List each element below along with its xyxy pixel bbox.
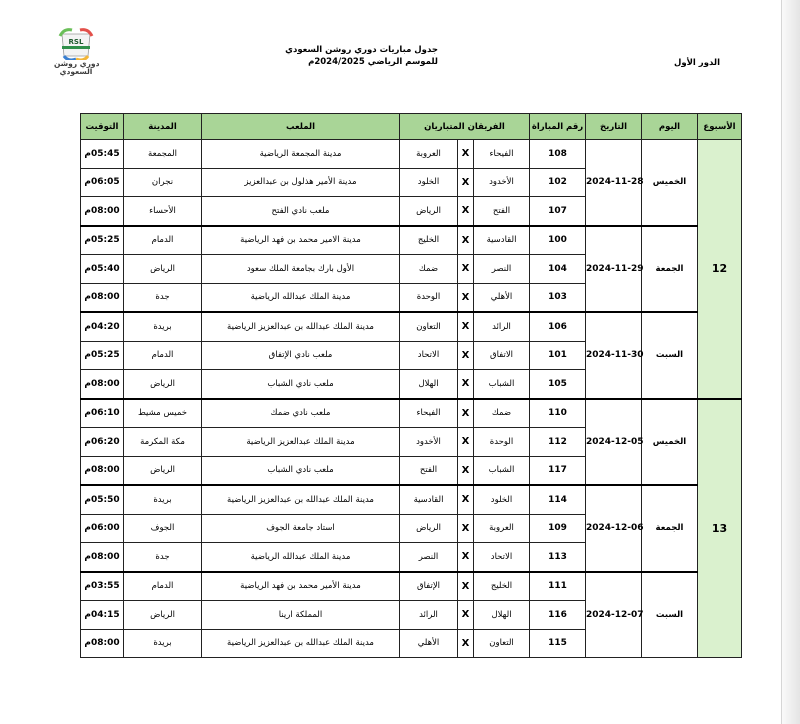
versus-mark: X	[458, 629, 474, 658]
match-row	[81, 140, 742, 169]
column-header-stadium: الملعب	[202, 114, 400, 140]
home-team: النصر	[474, 255, 530, 284]
versus-mark: X	[458, 572, 474, 601]
city-name: بريدة	[124, 485, 202, 514]
kickoff-time: 06:20م	[81, 428, 124, 457]
city-name: الدمام	[124, 341, 202, 370]
versus-mark: X	[458, 255, 474, 284]
league-logo-line1: دوري روشن	[54, 59, 100, 68]
away-team: الرائد	[400, 601, 458, 630]
stadium-name: مدينة الامير محمد بن فهد الرياضية	[202, 226, 400, 255]
column-header-city: المدينة	[124, 114, 202, 140]
match-number: 109	[530, 514, 586, 543]
kickoff-time: 08:00م	[81, 629, 124, 658]
stadium-name: ملعب نادي الشباب	[202, 456, 400, 485]
schedule-body	[81, 140, 742, 658]
match-date: 2024-11-29	[586, 226, 642, 313]
kickoff-time: 08:00م	[81, 197, 124, 226]
city-name: الدمام	[124, 572, 202, 601]
away-team: الأخدود	[400, 428, 458, 457]
match-day: الجمعة	[642, 485, 698, 572]
city-name: المجمعة	[124, 140, 202, 169]
home-team: الهلال	[474, 601, 530, 630]
versus-mark: X	[458, 140, 474, 169]
home-team: الشباب	[474, 370, 530, 399]
match-date: 2024-11-28	[586, 140, 642, 226]
home-team: ضمك	[474, 399, 530, 428]
kickoff-time: 08:00م	[81, 543, 124, 572]
kickoff-time: 04:15م	[81, 601, 124, 630]
home-team: الأخدود	[474, 168, 530, 197]
home-team: الاتحاد	[474, 543, 530, 572]
stadium-name: ملعب نادي الفتح	[202, 197, 400, 226]
away-team: التعاون	[400, 312, 458, 341]
match-number: 110	[530, 399, 586, 428]
versus-mark: X	[458, 485, 474, 514]
stadium-name: مدينة الملك عبدالله الرياضية	[202, 283, 400, 312]
column-header-week: الأسبوع	[698, 114, 742, 140]
city-name: نجران	[124, 168, 202, 197]
match-number: 113	[530, 543, 586, 572]
match-day: السبت	[642, 312, 698, 399]
league-logo-badge	[54, 26, 98, 60]
match-number: 103	[530, 283, 586, 312]
match-number: 116	[530, 601, 586, 630]
versus-mark: X	[458, 312, 474, 341]
match-date: 2024-12-06	[586, 485, 642, 572]
kickoff-time: 05:25م	[81, 341, 124, 370]
kickoff-time: 05:25م	[81, 226, 124, 255]
match-number: 102	[530, 168, 586, 197]
versus-mark: X	[458, 456, 474, 485]
match-day: الجمعة	[642, 226, 698, 313]
match-number: 112	[530, 428, 586, 457]
stadium-name: مدينة الملك عبدالله بن عبدالعزيز الرياضية	[202, 485, 400, 514]
away-team: القادسية	[400, 485, 458, 514]
match-row	[81, 572, 742, 601]
city-name: الرياض	[124, 601, 202, 630]
stadium-name: مدينة الملك عبدالله بن عبدالعزيز الرياضية	[202, 312, 400, 341]
league-logo-badge-text: RSL	[68, 38, 84, 46]
match-number: 117	[530, 456, 586, 485]
column-header-match-number: رقم المباراة	[530, 114, 586, 140]
match-day: الخميس	[642, 399, 698, 486]
city-name: الرياض	[124, 370, 202, 399]
versus-mark: X	[458, 428, 474, 457]
kickoff-time: 06:10م	[81, 399, 124, 428]
round-label: الدور الأول	[673, 58, 720, 68]
kickoff-time: 05:40م	[81, 255, 124, 284]
city-name: بريدة	[124, 629, 202, 658]
away-team: الرياض	[400, 197, 458, 226]
city-name: الرياض	[124, 255, 202, 284]
away-team: الأهلي	[400, 629, 458, 658]
kickoff-time: 06:05م	[81, 168, 124, 197]
stadium-name: مدينة الأمير هذلول بن عبدالعزيز	[202, 168, 400, 197]
kickoff-time: 08:00م	[81, 283, 124, 312]
document-header	[285, 44, 438, 68]
home-team: الوحدة	[474, 428, 530, 457]
city-name: الأحساء	[124, 197, 202, 226]
city-name: الدمام	[124, 226, 202, 255]
home-team: الفتح	[474, 197, 530, 226]
kickoff-time: 04:20م	[81, 312, 124, 341]
home-team: الأهلي	[474, 283, 530, 312]
away-team: الوحدة	[400, 283, 458, 312]
versus-mark: X	[458, 514, 474, 543]
city-name: الرياض	[124, 456, 202, 485]
match-number: 108	[530, 140, 586, 169]
table-header-row	[81, 114, 742, 140]
away-team: الاتحاد	[400, 341, 458, 370]
match-number: 104	[530, 255, 586, 284]
match-date: 2024-12-05	[586, 399, 642, 486]
match-row	[81, 312, 742, 341]
versus-mark: X	[458, 226, 474, 255]
away-team: الخليج	[400, 226, 458, 255]
column-header-time: التوقيت	[81, 114, 124, 140]
home-team: القادسية	[474, 226, 530, 255]
week-number: 13	[698, 399, 742, 658]
match-day: السبت	[642, 572, 698, 658]
versus-mark: X	[458, 283, 474, 312]
window-right-edge	[781, 0, 800, 724]
versus-mark: X	[458, 197, 474, 226]
versus-mark: X	[458, 399, 474, 428]
kickoff-time: 05:45م	[81, 140, 124, 169]
match-number: 106	[530, 312, 586, 341]
versus-mark: X	[458, 168, 474, 197]
stadium-name: الأول بارك بجامعة الملك سعود	[202, 255, 400, 284]
stadium-name: ملعب نادي الشباب	[202, 370, 400, 399]
away-team: الإتفاق	[400, 572, 458, 601]
league-logo-text	[54, 60, 98, 76]
home-team: الاتفاق	[474, 341, 530, 370]
stadium-name: مدينة الأمير محمد بن فهد الرياضية	[202, 572, 400, 601]
stadium-name: مدينة الملك عبدالله الرياضية	[202, 543, 400, 572]
away-team: الهلال	[400, 370, 458, 399]
city-name: مكة المكرمة	[124, 428, 202, 457]
city-name: بريدة	[124, 312, 202, 341]
city-name: جدة	[124, 543, 202, 572]
stadium-name: ملعب نادي ضمك	[202, 399, 400, 428]
match-number: 115	[530, 629, 586, 658]
match-number: 111	[530, 572, 586, 601]
column-header-day: اليوم	[642, 114, 698, 140]
away-team: الرياض	[400, 514, 458, 543]
match-row	[81, 485, 742, 514]
away-team: الخلود	[400, 168, 458, 197]
league-logo-line2: السعودي	[59, 67, 93, 76]
home-team: العروبة	[474, 514, 530, 543]
stadium-name: المملكة ارينا	[202, 601, 400, 630]
schedule-table	[80, 113, 742, 658]
match-date: 2024-12-07	[586, 572, 642, 658]
home-team: الخلود	[474, 485, 530, 514]
kickoff-time: 08:00م	[81, 456, 124, 485]
match-number: 100	[530, 226, 586, 255]
document-title: جدول مباريات دوري روشن السعودي	[285, 45, 438, 55]
home-team: الفيحاء	[474, 140, 530, 169]
home-team: الشباب	[474, 456, 530, 485]
away-team: الفتح	[400, 456, 458, 485]
week-number: 12	[698, 140, 742, 399]
away-team: العروبة	[400, 140, 458, 169]
stadium-name: ملعب نادي الإتفاق	[202, 341, 400, 370]
match-number: 107	[530, 197, 586, 226]
city-name: جدة	[124, 283, 202, 312]
match-number: 101	[530, 341, 586, 370]
home-team: التعاون	[474, 629, 530, 658]
city-name: الجوف	[124, 514, 202, 543]
versus-mark: X	[458, 601, 474, 630]
match-row	[81, 399, 742, 428]
versus-mark: X	[458, 370, 474, 399]
home-team: الخليج	[474, 572, 530, 601]
match-number: 114	[530, 485, 586, 514]
match-row	[81, 226, 742, 255]
column-header-date: التاريخ	[586, 114, 642, 140]
stadium-name: مدينة المجمعة الرياضية	[202, 140, 400, 169]
kickoff-time: 06:00م	[81, 514, 124, 543]
match-number: 105	[530, 370, 586, 399]
city-name: خميس مشيط	[124, 399, 202, 428]
kickoff-time: 05:50م	[81, 485, 124, 514]
away-team: الفيحاء	[400, 399, 458, 428]
stadium-name: مدينة الملك عبدالله بن عبدالعزيز الرياضية	[202, 629, 400, 658]
kickoff-time: 08:00م	[81, 370, 124, 399]
match-day: الخميس	[642, 140, 698, 226]
stadium-name: استاد جامعة الجوف	[202, 514, 400, 543]
column-header-teams: الفريقان المتباريان	[400, 114, 530, 140]
match-date: 2024-11-30	[586, 312, 642, 399]
kickoff-time: 03:55م	[81, 572, 124, 601]
away-team: النصر	[400, 543, 458, 572]
season-label: للموسم الرياضي 2024/2025م	[308, 57, 438, 67]
away-team: ضمك	[400, 255, 458, 284]
stadium-name: مدينة الملك عبدالعزيز الرياضية	[202, 428, 400, 457]
versus-mark: X	[458, 543, 474, 572]
versus-mark: X	[458, 341, 474, 370]
home-team: الرائد	[474, 312, 530, 341]
league-logo	[54, 26, 98, 76]
